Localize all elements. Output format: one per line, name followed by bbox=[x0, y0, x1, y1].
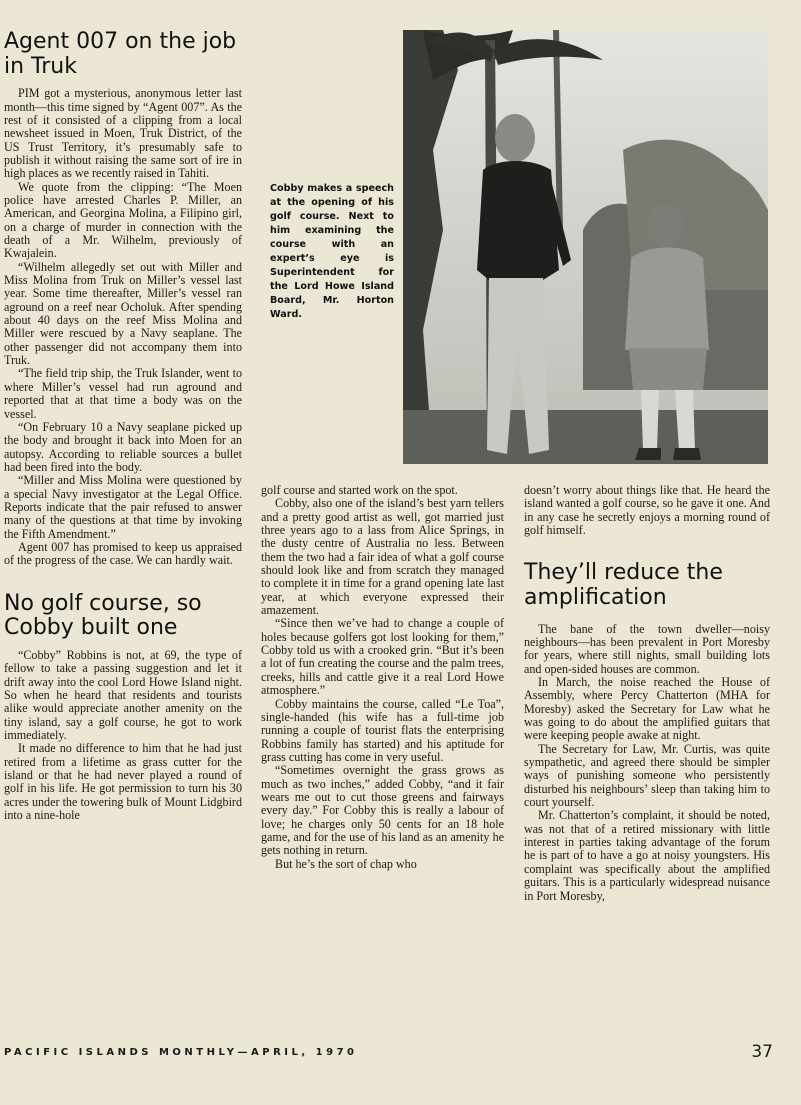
paragraph: “Cobby” Robbins is not, at 69, the type of fellow to take a passing suggestion and let it drift away into the cool Lord Howe Island night. So when he heard that residents and tourists alike would appreciate another amenity on the tiny island, say a golf course, he got to work immediately. bbox=[4, 647, 242, 742]
column-middle bbox=[261, 484, 504, 871]
photo-cobby-golf-course bbox=[403, 30, 768, 464]
paragraph: doesn’t worry about things like that. He heard the island wanted a golf course, so he gave it one. And in any case he secretly enjoys a morning round of golf himself. bbox=[524, 483, 770, 538]
paragraph: “Wilhelm allegedly set out with Miller and Miss Molina from Truk on Miller’s vessel last year. Some time thereafter, Miller’s vessel ran aground on a reef near Ocholuk. After spending about 40 days on the reef Miss Molina and Miller were rescued by a Navy seaplane. The other passenger did not accompany them into Truk. bbox=[4, 259, 242, 368]
running-footer: PACIFIC ISLANDS MONTHLY—APRIL, 1970 bbox=[4, 1047, 358, 1058]
paragraph: “Miller and Miss Molina were questioned by a special Navy investigator at the Legal Office. Reports indicate that the pair refused to answer many of the questions at that time by invoking the Fifth Amendment.” bbox=[4, 473, 242, 541]
headline-golf-course: No golf course, so Cobby built one bbox=[4, 590, 202, 641]
article-agent-007-body bbox=[4, 87, 242, 567]
paragraph: Agent 007 has promised to keep us appraised of the progress of the case. We can hardly wait. bbox=[4, 539, 242, 568]
paragraph: The Secretary for Law, Mr. Curtis, was quite sympathetic, and agreed there should be simpler ways of punishing someone who persistently disturbed his neighbours’ sleep than taking him to court yourself. bbox=[524, 741, 770, 810]
paragraph: Mr. Chatterton’s complaint, it should be noted, was not that of a retired missionary with little interest in parties taking advantage of the forum he is part of to have a go at noisy youngsters. His complaint was specifically about the amplified guitars. This is a particularly widespread nuisance in Port Moresby, bbox=[524, 808, 770, 903]
page-number: 37 bbox=[751, 1042, 773, 1062]
paragraph: It made no difference to him that he had just retired from a lifetime as grass cutter for the island or that he had never played a round of golf in his life. He got permission to turn his 30 acres under the towering bulk of Mount Lidgbird into a nine-hole bbox=[4, 741, 242, 822]
paragraph: PIM got a mysterious, anonymous letter last month—this time signed by “Agent 007”. As the rest of it consisted of a clipping from a local newsheet issued in Moen, Truk District, of the US Trust Territory, it’s presumably safe to publish it without raising the same sort of ire in high places as we recently raised in Tahiti. bbox=[4, 86, 242, 181]
column-right bbox=[524, 484, 770, 903]
paragraph: Cobby maintains the course, called “Le Toa”, single-handed (his wife has a full-time job running a couple of tourist flats the enterprising Robbins family has started) and his aptitude for grass cutting has come in very useful. bbox=[261, 696, 504, 764]
photo-caption: Cobby makes a speech at the opening of his golf course. Next to him examining the course with an expert’s eye is Superintendent for the Lord Howe Island Board, Mr. Horton Ward. bbox=[270, 183, 394, 320]
article-amplification-body bbox=[524, 623, 770, 903]
article-golf-body-col3 bbox=[524, 484, 770, 537]
headline-amplification: They’ll reduce the amplification bbox=[524, 560, 723, 610]
paragraph: In March, the noise reached the House of Assembly, where Percy Chatterton (MHA for Moresby) asked the Secretary for Law what he was going to do about the amplified guitars that were keeping people awake at night. bbox=[524, 675, 770, 743]
paragraph: We quote from the clipping: “The Moen police have arrested Charles P. Miller, an American, and Georgina Molina, a Filipino girl, on a charge of murder in connection with the death of a Mr. Wilhelm, previously of Kwajalein. bbox=[4, 179, 242, 261]
paragraph: “Sometimes overnight the grass grows as much as two inches,” added Cobby, “and it fair wears me out to cut those greens and fairways every day.” For Cobby this is really a labour of love; he charges only 50 cents for an 18 hole game, and for the use of his land as an amenity he gets nothing in return. bbox=[261, 763, 504, 858]
article-golf-body-col1 bbox=[4, 649, 242, 822]
paragraph: “Since then we’ve had to change a couple of holes because golfers got lost looking for them,” Cobby told us with a crooked grin. “But it’s been a lot of fun creating the course and the palm trees, creeks, hills and cattle give it a real Lord Howe atmosphere.” bbox=[261, 616, 504, 698]
paragraph: But he’s the sort of chap who bbox=[275, 856, 417, 871]
paragraph: Cobby, also one of the island’s best yarn tellers and a pretty good artist as well, got married just three years ago to a lass from Alice Springs, in the dusty centre of Australia no less. Between them the two had a fair idea of what a golf course should look like and from scratch they managed to complete it in time for a grand opening late last year, at which everyone expressed their amazement. bbox=[261, 496, 504, 618]
photo-image bbox=[403, 30, 768, 464]
paragraph: “On February 10 a Navy seaplane picked up the body and brought it back into Moen for an autopsy. According to reliable sources a bullet had been fired into the body. bbox=[4, 419, 242, 474]
paragraph: “The field trip ship, the Truk Islander, went to where Miller’s vessel had run aground and reported that at that time a body was on the vessel. bbox=[4, 366, 242, 421]
paragraph: golf course and started work on the spot. bbox=[261, 483, 458, 497]
column-left bbox=[4, 30, 242, 822]
headline-agent-007: Agent 007 on the job in Truk bbox=[4, 29, 237, 79]
paragraph: The bane of the town dweller—noisy neighbours—has been prevalent in Port Moresby for years, where still nights, small building lots and open-sided houses are common. bbox=[524, 621, 770, 676]
